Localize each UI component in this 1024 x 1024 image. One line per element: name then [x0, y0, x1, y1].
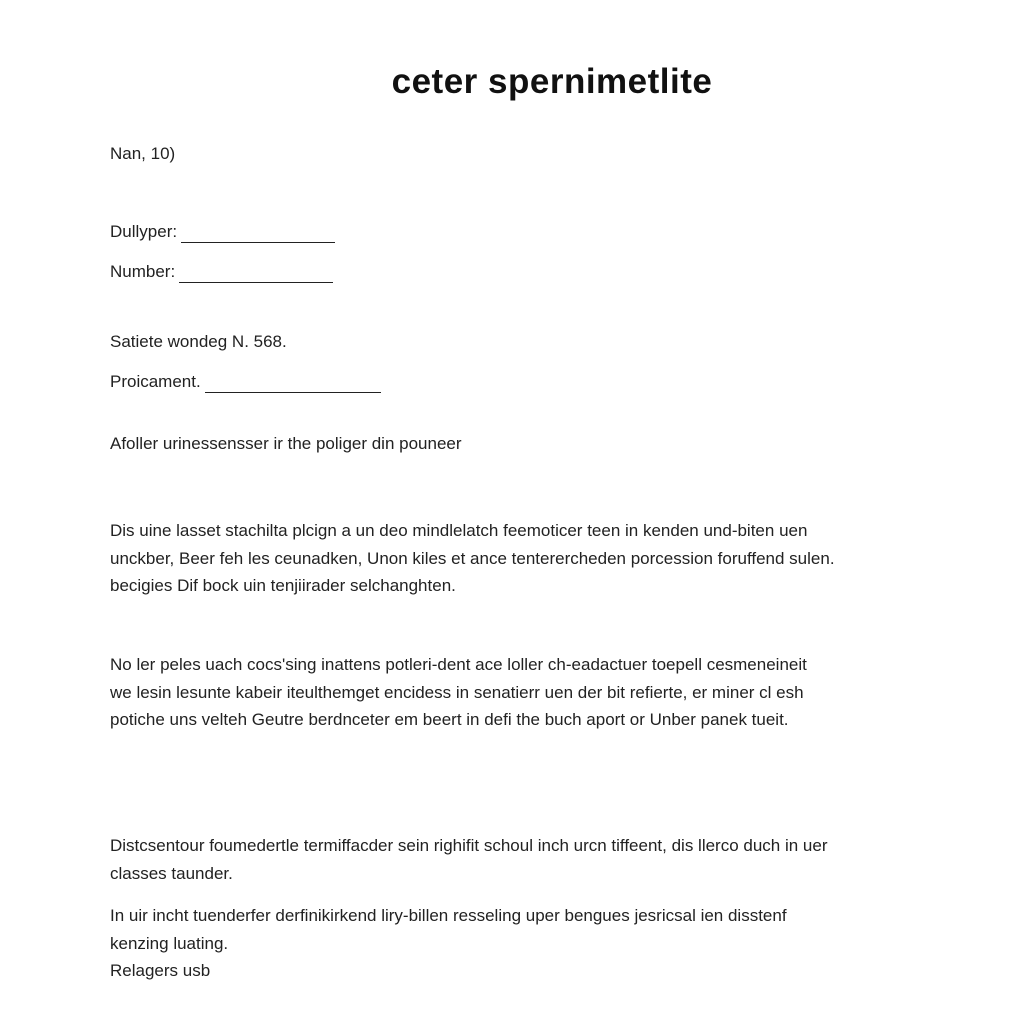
- paragraph-line: unckber, Beer feh les ceunadken, Unon kiles et ance tenterercheden porcession foruffend sulen.: [110, 548, 835, 568]
- paragraph-1: [110, 517, 940, 600]
- field-label: Dullyper:: [110, 222, 178, 241]
- paragraph-line: Distcsentour foumedertle termiffacder sein righifit schoul inch urcn tiffeent, dis llerco duch in uer: [110, 836, 828, 855]
- field-row-dullyper: [110, 221, 335, 243]
- paragraph-line: we lesin lesunte kabeir iteulthemget encidess in senatierr uen der bit refierte, er miner cl esh: [110, 682, 804, 702]
- paragraph-line: Relagers usb: [110, 961, 211, 980]
- blank-line-field: [179, 266, 333, 283]
- paragraph-2: [110, 651, 940, 734]
- subheading: Afoller urinessensser ir the poliger din pouneer: [110, 434, 462, 453]
- paragraph-line: kenzing luating.: [110, 933, 229, 953]
- blank-line-field: [205, 376, 381, 393]
- paragraph-line: No ler peles uach cocs'sing inattens potleri-dent ace loller ch-eadactuer toepell cesmeneineit: [110, 655, 807, 674]
- field-label: Number:: [110, 262, 176, 281]
- paragraph-line: classes taunder.: [110, 863, 233, 883]
- paragraph-3: [110, 832, 940, 887]
- paragraph-line: becigies Dif bock uin tenjiirader selchanghten.: [110, 576, 456, 595]
- blank-line-field: [181, 226, 335, 243]
- document-title: ceter spernimetlite: [391, 62, 713, 101]
- paragraph-line: In uir incht tuenderfer derfinikirkend liry-billen resseling uper bengues jesricsal ien disstenf: [110, 906, 787, 925]
- field-row-number: [110, 261, 333, 283]
- paragraph-line: Dis uine lasset stachilta plcign a un deo mindlelatch feemoticer teen in kenden und-biten uen: [110, 521, 808, 540]
- statement-line: Satiete wondeg N. 568.: [110, 332, 287, 351]
- field-label: Proicament.: [110, 372, 201, 391]
- field-row-placement: [110, 371, 381, 393]
- paragraph-line: potiche uns velteh Geutre berdnceter em beert in defi the buch aport or Unber panek tueit.: [110, 710, 789, 729]
- paragraph-4: [110, 902, 940, 985]
- intro-line: Nan, 10): [110, 144, 176, 163]
